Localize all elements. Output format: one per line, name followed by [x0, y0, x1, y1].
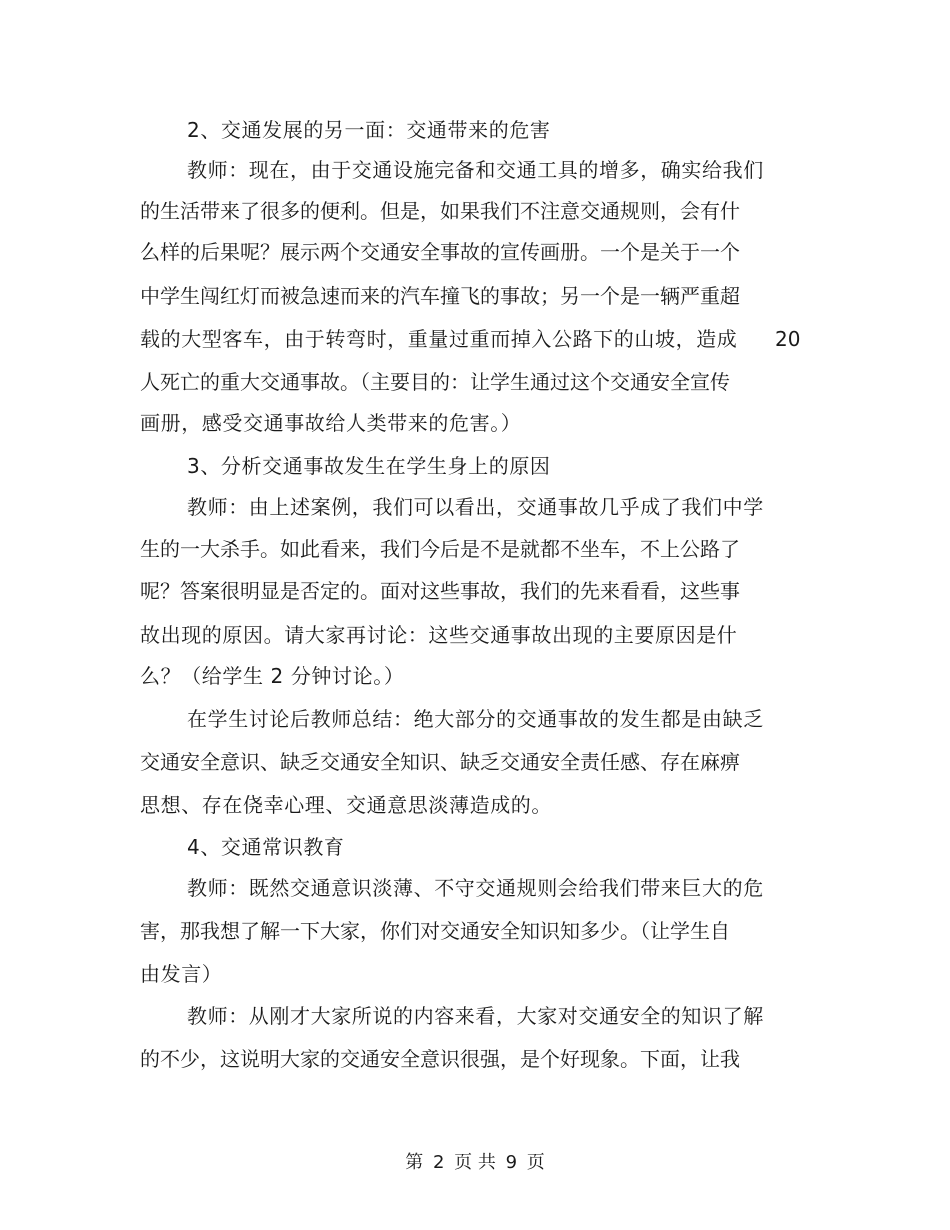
section-heading-3: 3、分析交通事故发生在学生身上的原因 [187, 454, 551, 478]
paragraph-line: 呢？答案很明显是否定的。面对这些事故，我们的先来看看，这些事 [140, 579, 740, 603]
paragraph-line: 么？（给学生 2 分钟讨论。） [140, 664, 405, 688]
page-footer [0, 1152, 950, 1174]
paragraph-line: 害，那我想了解一下大家，你们对交通安全知识知多少。（让学生自 [140, 919, 730, 943]
paragraph-line: 画册，感受交通事故给人类带来的危害。） [140, 411, 522, 435]
footer-prefix: 第 [405, 1152, 424, 1173]
paragraph-line: 教师：从刚才大家所说的内容来看，大家对交通安全的知识了解 [187, 1004, 764, 1028]
paragraph-line: 故出现的原因。请大家再讨论：这些交通事故出现的主要原因是什 [140, 623, 738, 647]
section-heading-4: 4、交通常识教育 [187, 835, 345, 859]
paragraph-line: 中学生闯红灯而被急速而来的汽车撞飞的事故；另一个是一辆严重超 [140, 284, 740, 308]
footer-middle: 页 共 [454, 1152, 496, 1173]
margin-number: 20 [775, 327, 801, 351]
paragraph-line: 生的一大杀手。如此看来，我们今后是不是就都不坐车，不上公路了 [140, 537, 740, 561]
paragraph-line: 交通安全意识、缺乏交通安全知识、缺乏交通安全责任感、存在麻痹 [140, 750, 740, 774]
paragraph-line: 教师：现在，由于交通设施完备和交通工具的增多，确实给我们 [187, 158, 764, 182]
footer-suffix: 页 [526, 1152, 545, 1173]
paragraph-line: 教师：由上述案例，我们可以看出，交通事故几乎成了我们中学 [187, 495, 764, 519]
paragraph-line: 教师：既然交通意识淡薄、不守交通规则会给我们带来巨大的危 [187, 876, 764, 900]
paragraph-line: 思想、存在侥幸心理、交通意思淡薄造成的。 [140, 793, 552, 817]
paragraph-line: 由发言） [140, 962, 223, 986]
paragraph-line: 么样的后果呢？展示两个交通安全事故的宣传画册。一个是关于一个 [140, 240, 740, 264]
paragraph-line: 的生活带来了很多的便利。但是，如果我们不注意交通规则，会有什 [140, 199, 740, 223]
paragraph-line: 在学生讨论后教师总结：绝大部分的交通事故的发生都是由缺乏 [187, 707, 764, 731]
paragraph-line: 的不少，这说明大家的交通安全意识很强，是个好现象。下面，让我 [140, 1047, 740, 1071]
section-heading-2: 2、交通发展的另一面：交通带来的危害 [187, 118, 551, 142]
paragraph-line: 人死亡的重大交通事故。（主要目的：让学生通过这个交通安全宣传 [140, 370, 730, 394]
paragraph-line: 载的大型客车，由于转弯时，重量过重而掉入公路下的山坡，造成 [140, 327, 738, 351]
footer-total-pages: 9 [505, 1152, 518, 1173]
footer-current-page: 2 [432, 1152, 445, 1173]
